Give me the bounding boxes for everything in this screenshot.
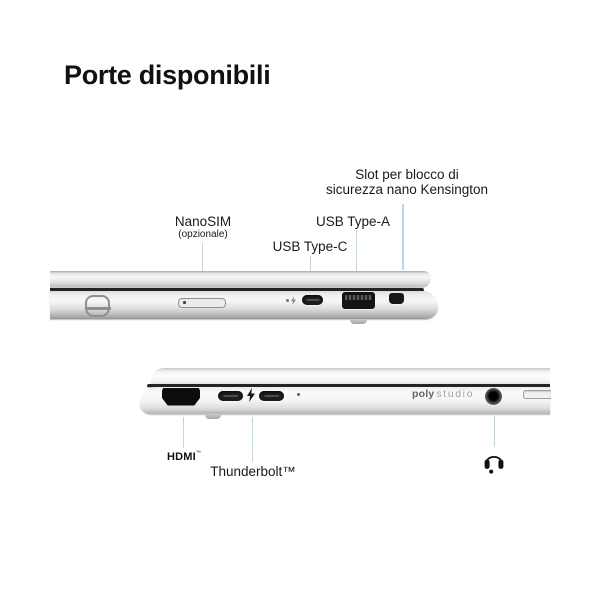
leader-line-nanosim <box>202 243 204 271</box>
label-hdmi-logo <box>167 451 201 463</box>
label-nanosim-note: (opzionale) <box>178 229 228 240</box>
pen-loop <box>85 295 110 317</box>
rubber-foot <box>205 414 221 419</box>
sim-eject-pinhole <box>183 301 186 304</box>
thunderbolt-port-1 <box>218 391 243 402</box>
headset-icon <box>483 448 505 475</box>
leader-line-headset <box>494 416 496 447</box>
leader-line-kensington <box>402 204 404 270</box>
thunderbolt-port-2-slot <box>264 395 280 397</box>
page-title: Porte disponibili <box>64 60 271 90</box>
led-dot <box>286 299 289 302</box>
laptop-lid-edge <box>151 368 550 384</box>
kensington-lock-slot <box>389 293 404 304</box>
headphone-jack <box>485 388 502 405</box>
smart-card-slot <box>523 390 551 399</box>
hdmi-logo-text: HDMI <box>166 451 196 463</box>
leader-line-usb-a <box>356 230 358 271</box>
thunderbolt-port-2 <box>259 391 284 402</box>
leader-line-thunderbolt <box>252 417 254 462</box>
label-nanosim-title: NanoSIM <box>174 214 232 229</box>
studio-logo-text: studio <box>436 388 475 400</box>
label-kensington-line1: Slot per blocco di <box>355 167 459 182</box>
label-usb-type-c: USB Type-C <box>272 239 348 254</box>
thunderbolt-port-1-slot <box>223 395 239 397</box>
nanosim-tray <box>178 298 226 308</box>
laptop-lid-edge <box>50 271 431 288</box>
usb-a-tongue <box>345 295 372 300</box>
laptop-top-view <box>50 270 438 326</box>
hdmi-trademark: ™ <box>195 450 202 456</box>
laptop-bottom-view <box>140 368 550 424</box>
hdmi-port <box>162 388 200 406</box>
label-thunderbolt: Thunderbolt™ <box>210 464 296 479</box>
poly-studio-branding <box>412 389 474 400</box>
label-usb-type-a: USB Type-A <box>315 214 391 229</box>
label-kensington-line2: sicurezza nano Kensington <box>325 182 489 197</box>
pen-loop-bar <box>85 307 111 310</box>
lightning-bolt-icon <box>291 296 296 305</box>
lightning-bolt-icon <box>247 388 255 402</box>
leader-line-hdmi <box>183 417 185 448</box>
leader-line-usb-c <box>310 256 312 271</box>
usb-c-port-slot <box>306 299 319 301</box>
label-kensington <box>326 167 488 197</box>
led-dot <box>297 393 300 396</box>
usb-c-port <box>302 295 323 305</box>
poly-logo-text: poly <box>412 388 435 400</box>
rubber-foot <box>350 319 367 324</box>
usb-a-port <box>342 292 375 309</box>
label-nanosim <box>175 214 231 240</box>
